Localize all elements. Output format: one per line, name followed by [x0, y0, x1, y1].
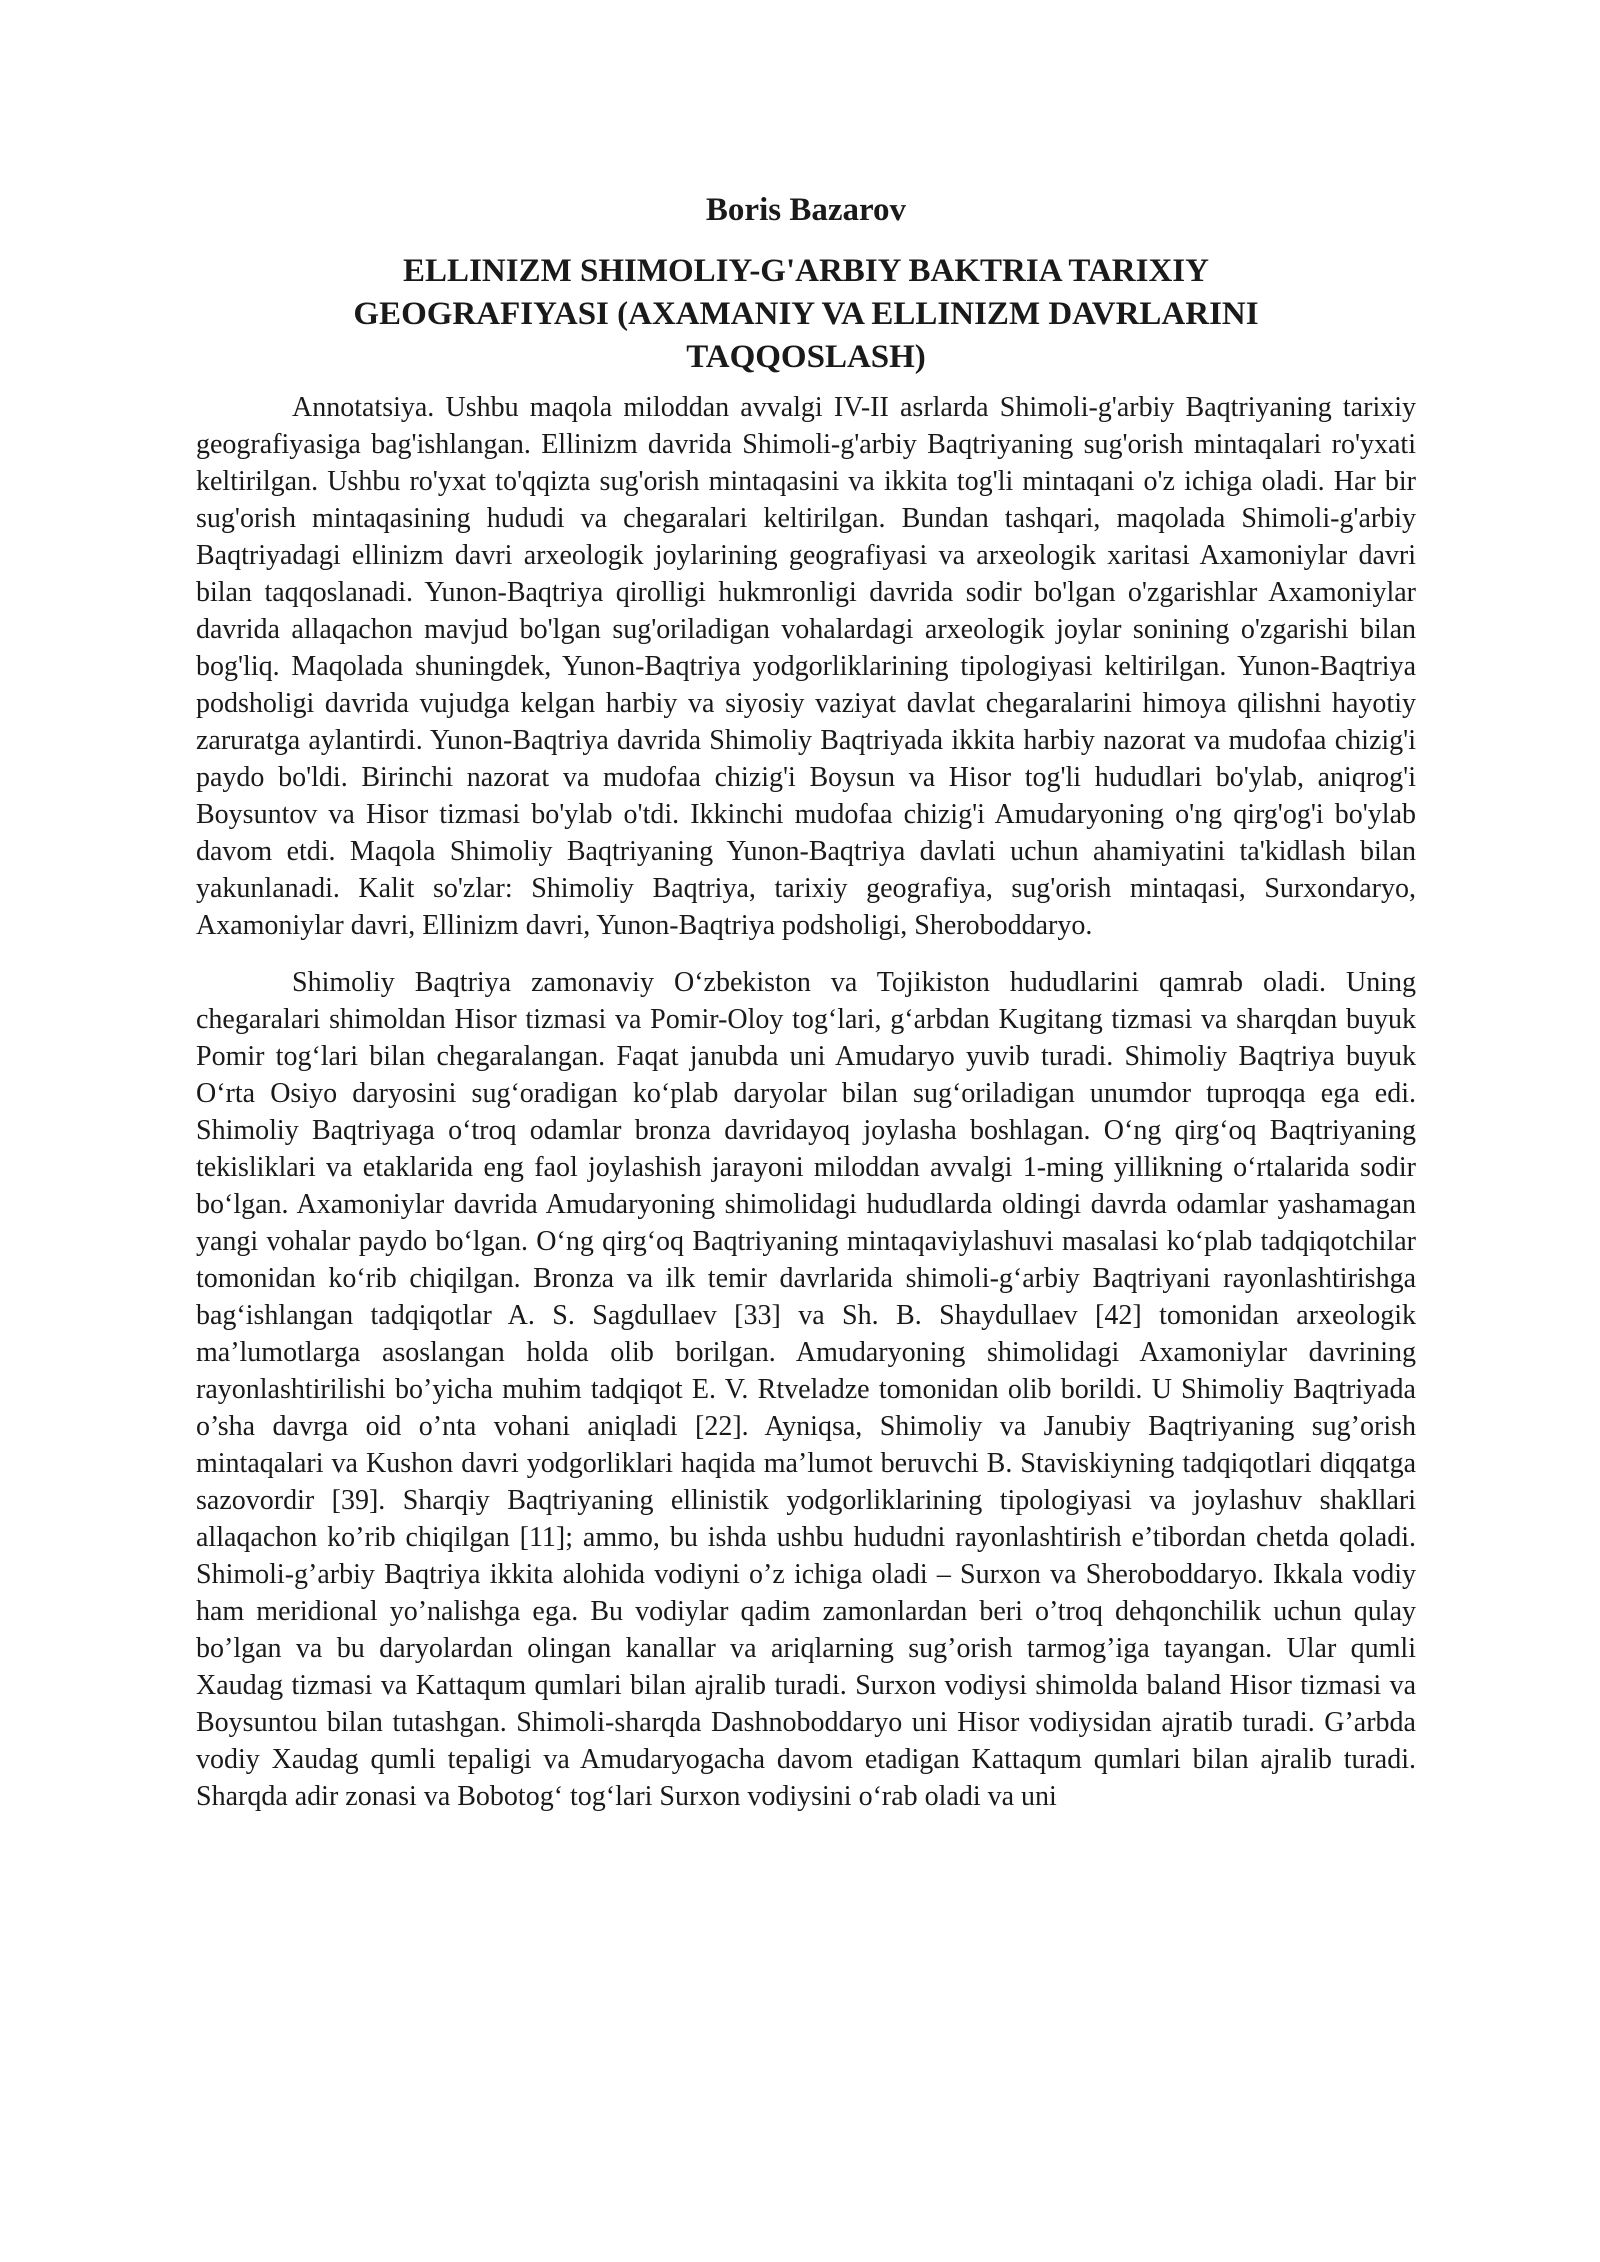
- document-page: [196, 190, 1416, 1815]
- article-title: [196, 250, 1416, 379]
- title-line: TAQQOSLASH): [686, 339, 926, 375]
- author-name: Boris Bazarov: [705, 192, 907, 228]
- title-line: GEOGRAFIYASI (AXAMANIY VA ELLINIZM DAVRLARINI: [353, 296, 1259, 332]
- abstract-paragraph: Annotatsiya. Ushbu maqola miloddan avvalgi IV-II asrlarda Shimoli-g'arbiy Baqtriyaning tarixiy geografiyasiga bag'ishlangan. Ellinizm davrida Shimoli-g'arbiy Baqtriyaning sug'orish mintaqalari ro'yxati keltirilgan. Ushbu ro'yxat to'qqizta sug'orish mintaqasini va ikkita tog'li mintaqani o'z ichiga oladi. Har bir sug'orish mintaqasining hududi va chegaralari keltirilgan. Bundan tashqari, maqolada Shimoli-g'arbiy Baqtriyadagi ellinizm davri arxeologik joylarining geografiyasi va arxeologik xaritasi Axamoniylar davri bilan taqqoslanadi. Yunon-Baqtriya qirolligi hukmronligi davrida sodir bo'lgan o'zgarishlar Axamoniylar davrida allaqachon mavjud bo'lgan sug'oriladigan vohalardagi arxeologik joylar sonining o'zgarishi bilan bog'liq. Maqolada shuningdek, Yunon-Baqtriya yodgorliklarining tipologiyasi keltirilgan. Yunon-Baqtriya podsholigi davrida vujudga kelgan harbiy va siyosiy vaziyat davlat chegaralarini himoya qilishni hayotiy zaruratga aylantirdi. Yunon-Baqtriya davrida Shimoliy Baqtriyada ikkita harbiy nazorat va mudofaa chizig'i paydo bo'ldi. Birinchi nazorat va mudofaa chizig'i Boysun va Hisor tog'li hududlari bo'ylab, aniqrog'i Boysuntov va Hisor tizmasi bo'ylab o'tdi. Ikkinchi mudofaa chizig'i Amudaryoning o'ng qirg'og'i bo'ylab davom etdi. Maqola Shimoliy Baqtriyaning Yunon-Baqtriya davlati uchun ahamiyatini ta'kidlash bilan yakunlanadi. Kalit so'zlar: Shimoliy Baqtriya, tarixiy geografiya, sug'orish mintaqasi, Surxondaryo, Axamoniylar davri, Ellinizm davri, Yunon-Baqtriya podsholigi, Sheroboddaryo.: [196, 392, 1416, 941]
- body-paragraph: Shimoliy Baqtriya zamonaviy O‘zbekiston va Tojikiston hududlarini qamrab oladi. Uning chegaralari shimoldan Hisor tizmasi va Pomir-Oloy tog‘lari, g‘arbdan Kugitang tizmasi va sharqdan buyuk Pomir tog‘lari bilan chegaralangan. Faqat janubda uni Amudaryo yuvib turadi. Shimoliy Baqtriya buyuk O‘rta Osiyo daryosini sug‘oradigan ko‘plab daryolar bilan sug‘oriladigan unumdor tuproqqa ega edi. Shimoliy Baqtriyaga o‘troq odamlar bronza davridayoq joylasha boshlagan. O‘ng qirg‘oq Baqtriyaning tekisliklari va etaklarida eng faol joylashish jarayoni miloddan avvalgi 1-ming yillikning o‘rtalarida sodir bo‘lgan. Axamoniylar davrida Amudaryoning shimolidagi hududlarda oldingi davrda odamlar yashamagan yangi vohalar paydo bo‘lgan. O‘ng qirg‘oq Baqtriyaning mintaqaviylashuvi masalasi ko‘plab tadqiqotchilar tomonidan ko‘rib chiqilgan. Bronza va ilk temir davrlarida shimoli-g‘arbiy Baqtriyani rayonlashtirishga bag‘ishlangan tadqiqotlar A. S. Sagdullaev [33] va Sh. B. Shaydullaev [42] tomonidan arxeologik ma’lumotlarga asoslangan holda olib borilgan. Amudaryoning shimolidagi Axamoniylar davrining rayonlashtirilishi bo’yicha muhim tadqiqot E. V. Rtveladze tomonidan olib borildi. U Shimoliy Baqtriyada o’sha davrga oid o’nta vohani aniqladi [22]. Ayniqsa, Shimoliy va Janubiy Baqtriyaning sug’orish mintaqalari va Kushon davri yodgorliklari haqida ma’lumot beruvchi B. Staviskiyning tadqiqotlari diqqatga sazovordir [39]. Sharqiy Baqtriyaning ellinistik yodgorliklarining tipologiyasi va joylashuv shakllari allaqachon ko’rib chiqilgan [11]; ammo, bu ishda ushbu hududni rayonlashtirish e’tibordan chetda qoladi. Shimoli-g’arbiy Baqtriya ikkita alohida vodiyni o’z ichiga oladi – Surxon va Sheroboddaryo. Ikkala vodiy ham meridional yo’nalishga ega. Bu vodiylar qadim zamonlardan beri o’troq dehqonchilik uchun qulay bo’lgan va bu daryolardan olingan kanallar va ariqlarning sug’orish tarmog’iga tayangan. Ular qumli Xaudag tizmasi va Kattaqum qumlari bilan ajralib turadi. Surxon vodiysi shimolda baland Hisor tizmasi va Boysuntou bilan tutashgan. Shimoli-sharqda Dashnoboddaryo uni Hisor vodiysidan ajratib turadi. G’arbda vodiy Xaudag qumli tepaligi va Amudaryogacha davom etadigan Kattaqum qumlari bilan ajralib turadi. Sharqda adir zonasi va Bobotog‘ tog‘lari Surxon vodiysini o‘rab oladi va uni: [196, 967, 1416, 1812]
- title-line: ELLINIZM SHIMOLIY-G'ARBIY BAKTRIA TARIXIY: [403, 253, 1209, 289]
